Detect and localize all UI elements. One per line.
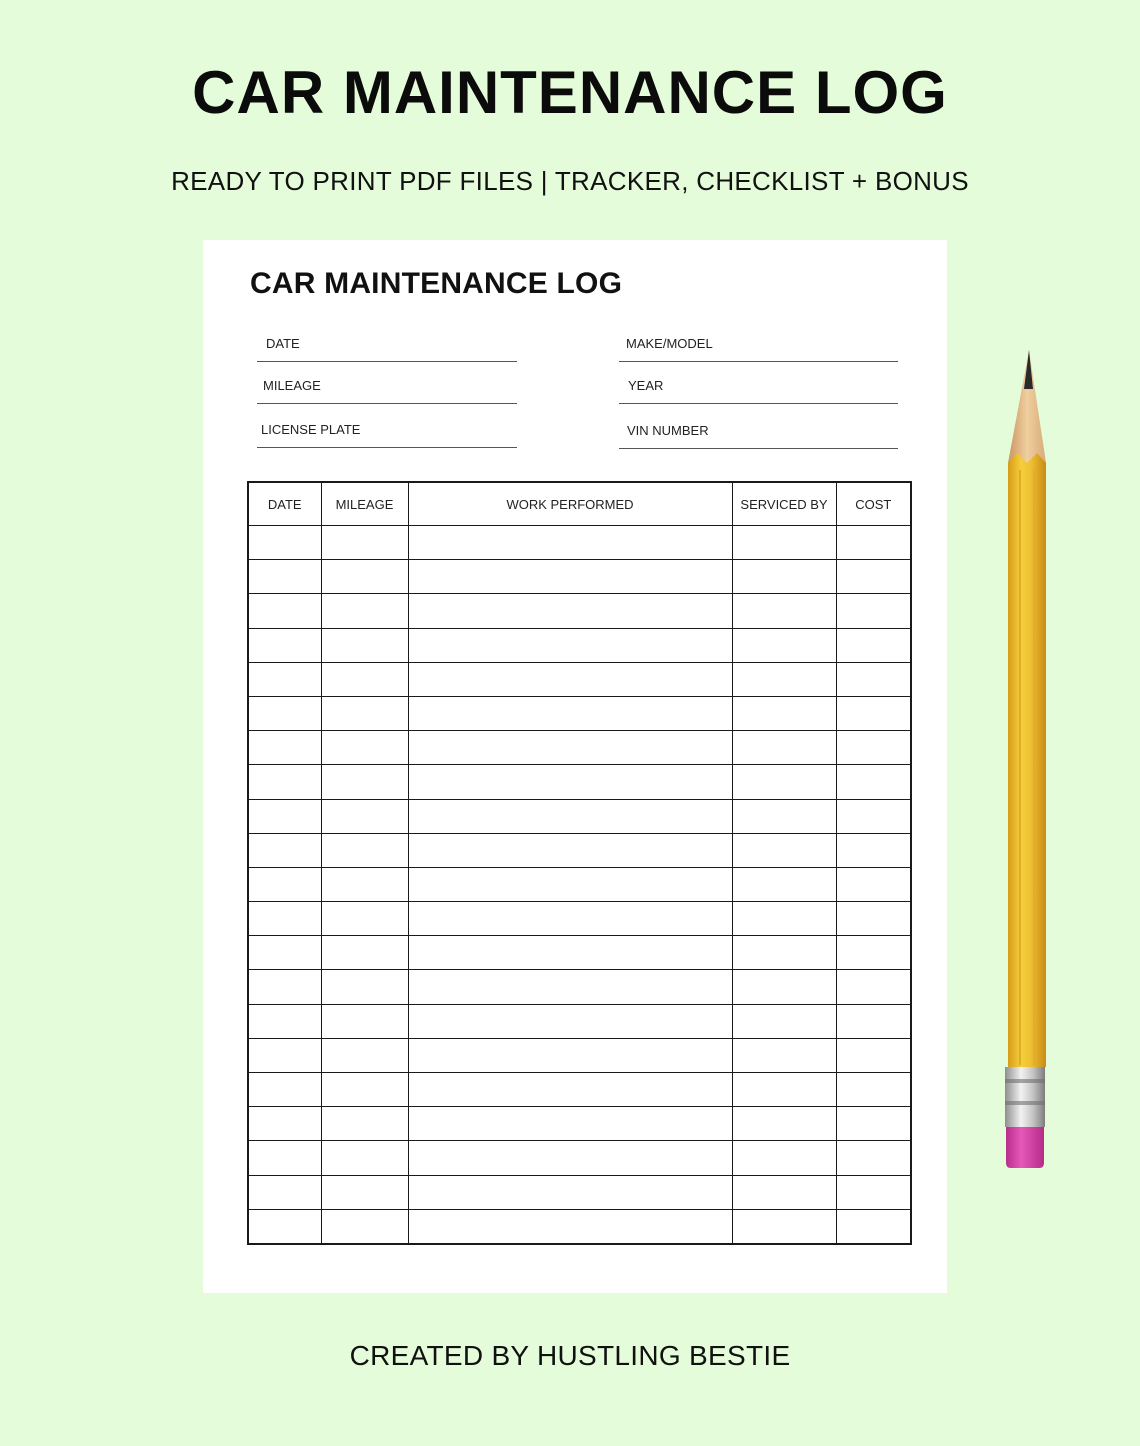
vin-number-field-label: VIN NUMBER bbox=[627, 423, 709, 438]
table-cell[interactable] bbox=[408, 765, 732, 799]
banner-subtitle: READY TO PRINT PDF FILES | TRACKER, CHECKLIST + BONUS bbox=[171, 166, 969, 196]
table-cell[interactable] bbox=[408, 696, 732, 730]
table-cell[interactable] bbox=[408, 628, 732, 662]
table-cell[interactable] bbox=[408, 1107, 732, 1141]
table-cell[interactable] bbox=[408, 902, 732, 936]
table-row bbox=[248, 1038, 911, 1072]
maintenance-log-table bbox=[247, 481, 912, 1245]
table-cell[interactable] bbox=[321, 696, 408, 730]
table-cell[interactable] bbox=[321, 1004, 408, 1038]
table-cell[interactable] bbox=[321, 1073, 408, 1107]
license-plate-field-label: LICENSE PLATE bbox=[261, 422, 361, 437]
table-cell[interactable] bbox=[248, 902, 321, 936]
table-header-row bbox=[248, 482, 911, 526]
table-cell[interactable] bbox=[732, 731, 836, 765]
table-cell[interactable] bbox=[248, 1004, 321, 1038]
table-cell[interactable] bbox=[248, 560, 321, 594]
table-row bbox=[248, 902, 911, 936]
table-cell[interactable] bbox=[408, 1175, 732, 1209]
table-cell[interactable] bbox=[732, 1004, 836, 1038]
table-cell[interactable] bbox=[732, 696, 836, 730]
table-cell[interactable] bbox=[836, 902, 911, 936]
table-row bbox=[248, 833, 911, 867]
table-cell[interactable] bbox=[836, 833, 911, 867]
table-cell[interactable] bbox=[321, 662, 408, 696]
table-cell[interactable] bbox=[836, 560, 911, 594]
table-cell[interactable] bbox=[408, 662, 732, 696]
table-cell[interactable] bbox=[836, 594, 911, 628]
table-cell[interactable] bbox=[321, 799, 408, 833]
table-row bbox=[248, 731, 911, 765]
table-cell[interactable] bbox=[321, 594, 408, 628]
table-cell[interactable] bbox=[836, 1141, 911, 1175]
table-row bbox=[248, 1107, 911, 1141]
table-cell[interactable] bbox=[408, 867, 732, 901]
table-cell[interactable] bbox=[732, 867, 836, 901]
table-cell[interactable] bbox=[732, 1038, 836, 1072]
log-sheet bbox=[203, 240, 947, 1293]
table-cell[interactable] bbox=[836, 628, 911, 662]
table-cell[interactable] bbox=[836, 662, 911, 696]
table-cell[interactable] bbox=[408, 560, 732, 594]
table-cell[interactable] bbox=[321, 936, 408, 970]
table-cell[interactable] bbox=[321, 765, 408, 799]
table-row bbox=[248, 628, 911, 662]
column-header-cost: COST bbox=[836, 482, 911, 526]
table-cell[interactable] bbox=[321, 970, 408, 1004]
table-cell[interactable] bbox=[248, 799, 321, 833]
table-cell[interactable] bbox=[732, 1175, 836, 1209]
table-row bbox=[248, 970, 911, 1004]
table-cell[interactable] bbox=[248, 1038, 321, 1072]
table-cell[interactable] bbox=[732, 560, 836, 594]
table-cell[interactable] bbox=[732, 526, 836, 560]
table-cell[interactable] bbox=[408, 799, 732, 833]
table-cell[interactable] bbox=[321, 1107, 408, 1141]
table-row bbox=[248, 1175, 911, 1209]
table-cell[interactable] bbox=[408, 731, 732, 765]
table-cell[interactable] bbox=[321, 560, 408, 594]
table-cell[interactable] bbox=[248, 594, 321, 628]
table-cell[interactable] bbox=[732, 970, 836, 1004]
table-cell[interactable] bbox=[732, 1107, 836, 1141]
table-cell[interactable] bbox=[248, 526, 321, 560]
table-cell[interactable] bbox=[321, 1209, 408, 1244]
table-cell[interactable] bbox=[321, 526, 408, 560]
table-cell[interactable] bbox=[248, 731, 321, 765]
table-row bbox=[248, 696, 911, 730]
table-cell[interactable] bbox=[836, 731, 911, 765]
pencil-icon bbox=[1000, 345, 1050, 1175]
table-cell[interactable] bbox=[732, 1141, 836, 1175]
table-cell[interactable] bbox=[836, 867, 911, 901]
table-cell[interactable] bbox=[321, 833, 408, 867]
table-cell[interactable] bbox=[836, 970, 911, 1004]
table-cell[interactable] bbox=[248, 833, 321, 867]
table-row bbox=[248, 1141, 911, 1175]
table-cell[interactable] bbox=[732, 594, 836, 628]
table-cell[interactable] bbox=[248, 936, 321, 970]
date-field[interactable] bbox=[257, 325, 517, 362]
table-cell[interactable] bbox=[321, 867, 408, 901]
table-row bbox=[248, 526, 911, 560]
table-cell[interactable] bbox=[321, 1141, 408, 1175]
table-cell[interactable] bbox=[836, 1209, 911, 1244]
table-body bbox=[248, 526, 911, 1245]
table-row bbox=[248, 799, 911, 833]
table-row bbox=[248, 765, 911, 799]
table-cell[interactable] bbox=[836, 765, 911, 799]
table-cell[interactable] bbox=[248, 765, 321, 799]
table-cell[interactable] bbox=[408, 970, 732, 1004]
table-row bbox=[248, 936, 911, 970]
license-plate-field[interactable] bbox=[257, 410, 517, 448]
table-cell[interactable] bbox=[836, 799, 911, 833]
table-cell[interactable] bbox=[248, 628, 321, 662]
table-cell[interactable] bbox=[248, 1107, 321, 1141]
table-cell[interactable] bbox=[248, 1073, 321, 1107]
table-cell[interactable] bbox=[408, 833, 732, 867]
year-field[interactable] bbox=[619, 368, 898, 404]
table-cell[interactable] bbox=[408, 1141, 732, 1175]
table-cell[interactable] bbox=[408, 1038, 732, 1072]
make-model-field-label: MAKE/MODEL bbox=[626, 336, 713, 351]
table-cell[interactable] bbox=[836, 936, 911, 970]
table-cell[interactable] bbox=[732, 765, 836, 799]
make-model-field[interactable] bbox=[619, 325, 898, 362]
year-field-label: YEAR bbox=[628, 378, 664, 393]
column-header-mileage: MILEAGE bbox=[321, 482, 408, 526]
table-cell[interactable] bbox=[836, 1073, 911, 1107]
vin-number-field[interactable] bbox=[619, 410, 898, 449]
table-cell[interactable] bbox=[408, 936, 732, 970]
table-cell[interactable] bbox=[836, 1038, 911, 1072]
table-cell[interactable] bbox=[321, 731, 408, 765]
table-cell[interactable] bbox=[248, 867, 321, 901]
sheet-title: CAR MAINTENANCE LOG bbox=[250, 267, 623, 300]
date-field-label: DATE bbox=[266, 336, 300, 351]
table-cell[interactable] bbox=[836, 1175, 911, 1209]
table-cell[interactable] bbox=[408, 526, 732, 560]
table-cell[interactable] bbox=[321, 902, 408, 936]
table-row bbox=[248, 1209, 911, 1244]
table-cell[interactable] bbox=[836, 1107, 911, 1141]
column-header-date: DATE bbox=[248, 482, 321, 526]
table-cell[interactable] bbox=[248, 662, 321, 696]
column-header-serviced-by: SERVICED BY bbox=[732, 482, 836, 526]
table-cell[interactable] bbox=[408, 1073, 732, 1107]
table-cell[interactable] bbox=[732, 936, 836, 970]
table-row bbox=[248, 867, 911, 901]
table-cell[interactable] bbox=[836, 526, 911, 560]
table-cell[interactable] bbox=[836, 1004, 911, 1038]
table-cell[interactable] bbox=[321, 1038, 408, 1072]
table-row bbox=[248, 662, 911, 696]
table-cell[interactable] bbox=[248, 970, 321, 1004]
table-cell[interactable] bbox=[732, 799, 836, 833]
table-cell[interactable] bbox=[836, 696, 911, 730]
table-cell[interactable] bbox=[408, 594, 732, 628]
table-row bbox=[248, 560, 911, 594]
table-cell[interactable] bbox=[248, 696, 321, 730]
footer-credit: CREATED BY HUSTLING BESTIE bbox=[349, 1340, 791, 1371]
table-cell[interactable] bbox=[732, 902, 836, 936]
mileage-field[interactable] bbox=[257, 368, 517, 404]
table-cell[interactable] bbox=[408, 1209, 732, 1244]
table-cell[interactable] bbox=[321, 628, 408, 662]
table-row bbox=[248, 1004, 911, 1038]
column-header-work-performed: WORK PERFORMED bbox=[408, 482, 732, 526]
table-cell[interactable] bbox=[321, 1175, 408, 1209]
table-cell[interactable] bbox=[732, 662, 836, 696]
table-cell[interactable] bbox=[248, 1175, 321, 1209]
table-row bbox=[248, 1073, 911, 1107]
table-cell[interactable] bbox=[732, 1209, 836, 1244]
table-cell[interactable] bbox=[732, 1073, 836, 1107]
banner-title: CAR MAINTENANCE LOG bbox=[192, 59, 948, 126]
table-cell[interactable] bbox=[732, 628, 836, 662]
table-cell[interactable] bbox=[408, 1004, 732, 1038]
table-cell[interactable] bbox=[732, 833, 836, 867]
table-cell[interactable] bbox=[248, 1209, 321, 1244]
table-row bbox=[248, 594, 911, 628]
mileage-field-label: MILEAGE bbox=[263, 378, 321, 393]
table-cell[interactable] bbox=[248, 1141, 321, 1175]
